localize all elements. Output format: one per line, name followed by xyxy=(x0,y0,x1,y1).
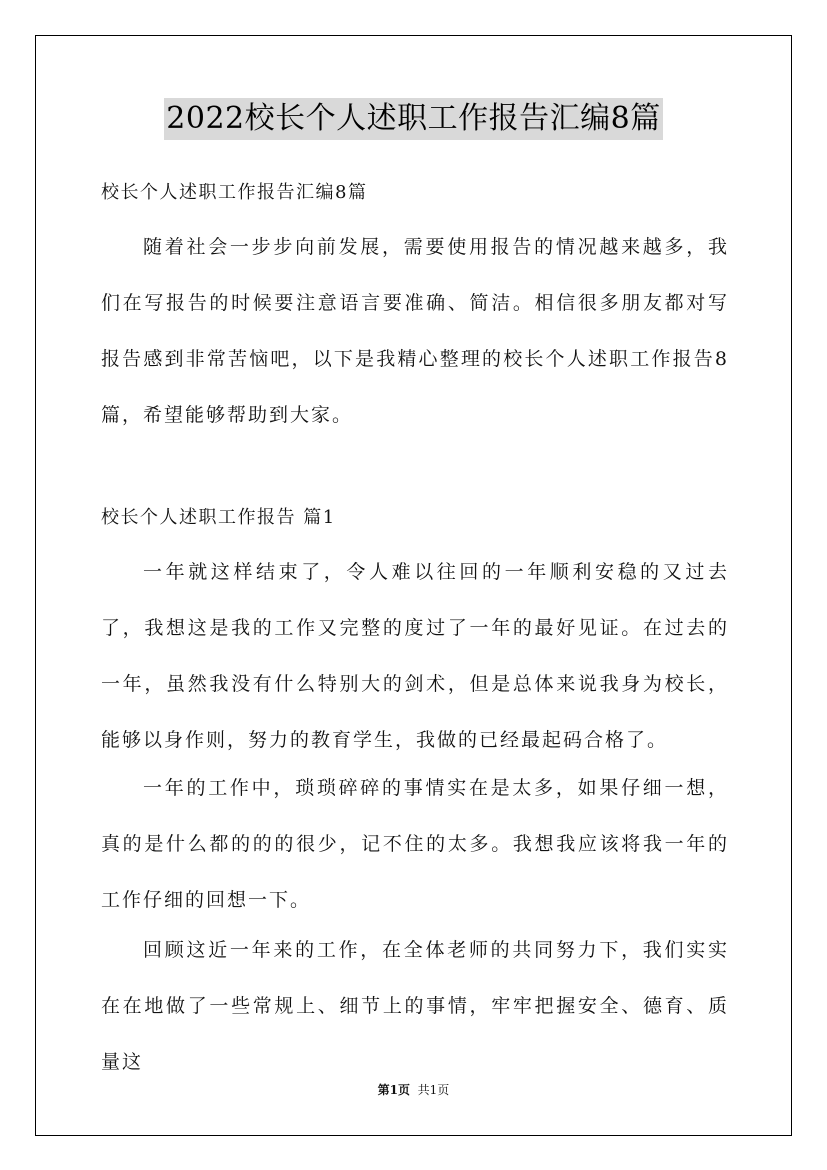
section-paragraph-2: 一年的工作中，琐琐碎碎的事情实在是太多，如果仔细一想，真的是什么都的的的很少，记不住的太多。我想我应该将我一年的工作仔细的回想一下。 xyxy=(101,777,729,911)
intro-paragraph: 随着社会一步步向前发展，需要使用报告的情况越来越多，我们在写报告的时候要注意语言要准确、简洁。相信很多朋友都对写报告感到非常苦恼吧，以下是我精心整理的校长个人述职工作报告8篇，希望能够帮助到大家。 xyxy=(101,236,729,426)
document-subtitle: 校长个人述职工作报告汇编8篇 xyxy=(101,182,368,203)
document-title: 2022校长个人述职工作报告汇编8篇 xyxy=(164,98,662,140)
section-heading: 校长个人述职工作报告 篇1 xyxy=(101,507,336,528)
page-footer xyxy=(0,1082,827,1098)
page-total: 共1页 xyxy=(417,1083,450,1097)
page-number: 第1页 xyxy=(377,1083,411,1097)
section-paragraph-1: 一年就这样结束了，令人难以往回的一年顺利安稳的又过去了，我想这是我的工作又完整的度过了一年的最好见证。在过去的一年，虽然我没有什么特别大的剑术，但是总体来说我身为校长，能够以身作则，努力的教育学生，我做的已经最起码合格了。 xyxy=(101,561,729,751)
section-paragraph-3: 回顾这近一年来的工作，在全体老师的共同努力下，我们实实在在地做了一些常规上、细节上的事情，牢牢把握安全、德育、质量这 xyxy=(101,939,729,1073)
title-container xyxy=(0,98,827,140)
